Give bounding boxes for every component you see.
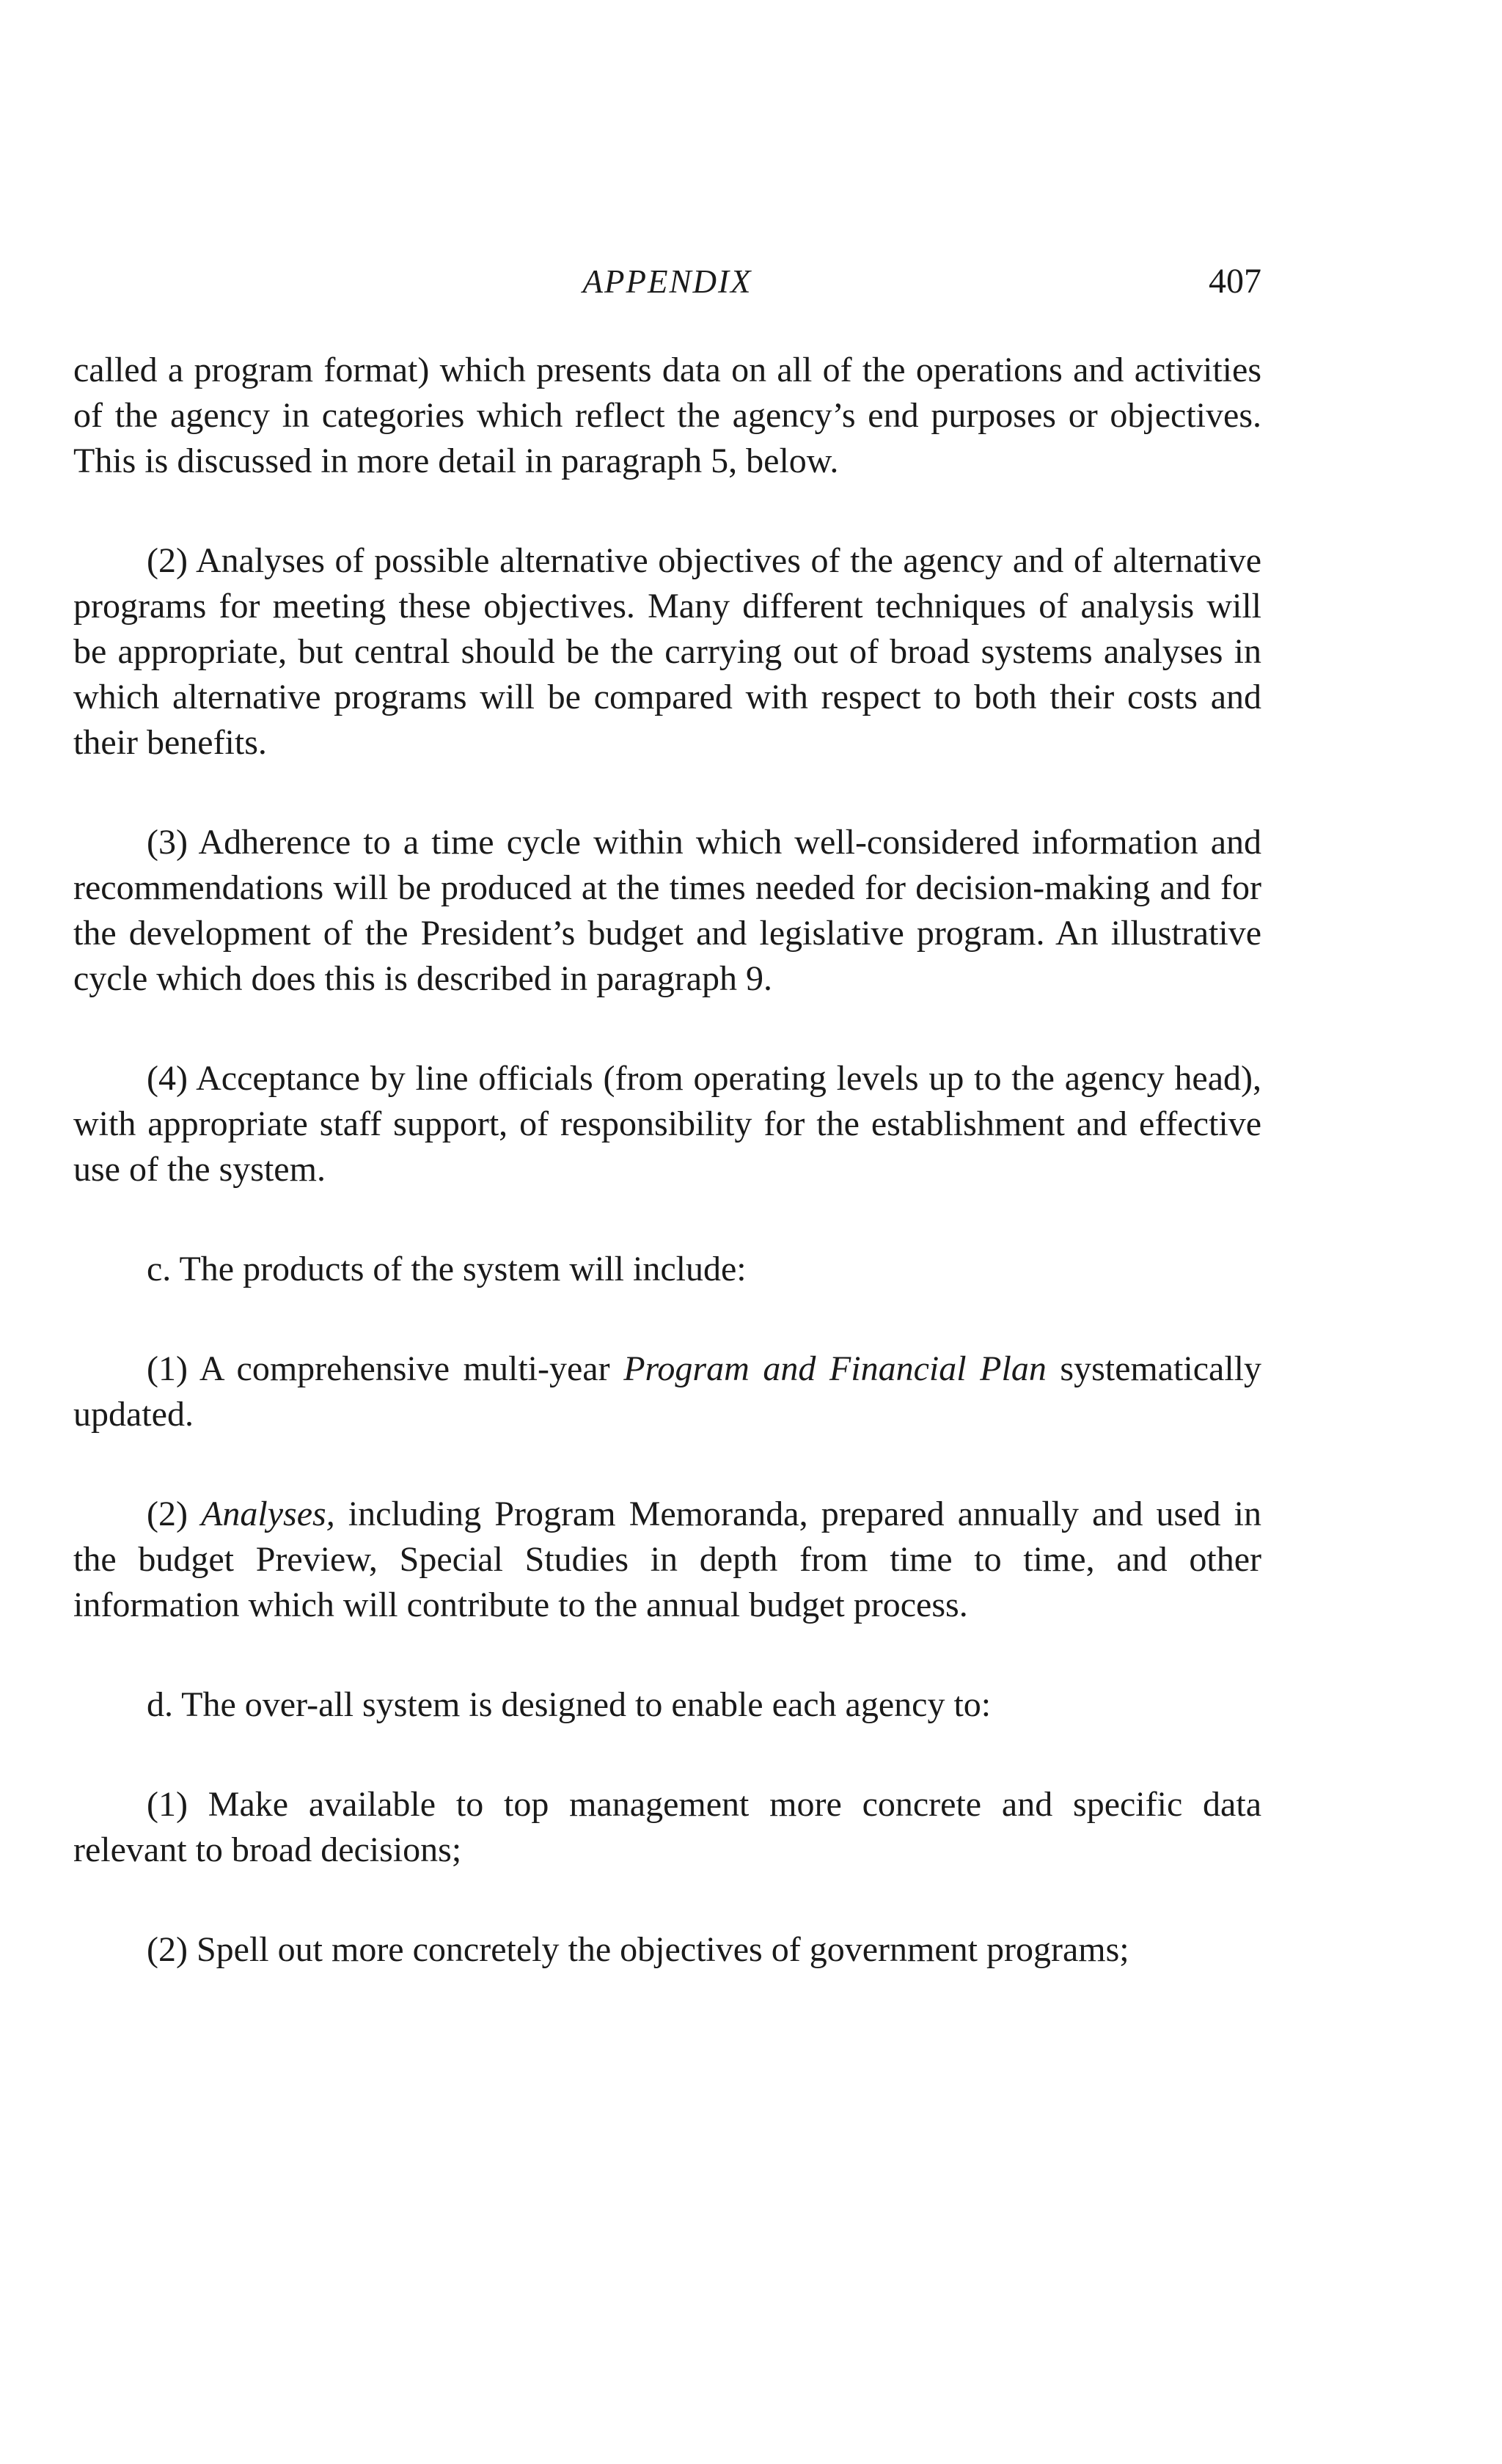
paragraph-continued-program-format: called a program format) which presents data on all of the operations and activities of the agency in categories which reflect the agency’s end purposes or objectives. This is discussed in more detail in paragraph 5, below.: [73, 351, 1261, 480]
financial-plan-title: Program and Financial Plan: [623, 1349, 1047, 1388]
analyses-term: Analyses,: [201, 1495, 335, 1533]
page-number: 407: [1209, 262, 1261, 301]
running-title: APPENDIX: [582, 263, 752, 300]
financial-plan-prefix: (1) A comprehensive multi-year: [147, 1349, 624, 1388]
paragraph-acceptance: (4) Acceptance by line officials (from operating levels up to the agency head), with appropriate staff support, of responsibility for the establishment and effective use of the system.: [73, 1059, 1261, 1189]
running-header: [73, 258, 1261, 309]
paragraph-analyses: (2) Analyses of possible alternative objectives of the agency and of alternative programs for meeting these objectives. Many different techniques of analysis will be appropriate, but central should be the carrying out of broad systems analyses in which alternative programs will be compared with respect to both their costs and their benefits.: [73, 541, 1261, 762]
paragraph-analyses-memoranda: [73, 1492, 1261, 1628]
document-page: [73, 258, 1261, 2027]
paragraph-time-cycle: (3) Adherence to a time cycle within which well-considered information and recommendations will be produced at the times needed for decision-making and for the development of the President’s budget and legislative program. An illustrative cycle which does this is described in paragraph 9.: [73, 823, 1261, 998]
paragraph-products-heading: c. The products of the system will include:: [147, 1250, 747, 1288]
paragraph-overall-system: d. The over-all system is designed to enable each agency to:: [147, 1685, 992, 1724]
paragraph-objectives: (2) Spell out more concretely the objectives of government programs;: [147, 1930, 1129, 1969]
paragraph-top-management: (1) Make available to top management more concrete and specific data relevant to broad decisions;: [73, 1785, 1261, 1869]
financial-plan-suffix: systematically updated.: [73, 1349, 1262, 1434]
analyses-suffix: including Program Memoranda, prepared annually and used in the budget Preview, Special Studies in depth from time to time, and other information which will contribute to the annual budget process.: [73, 1495, 1261, 1624]
paragraph-financial-plan: [73, 1346, 1261, 1437]
analyses-prefix: (2): [147, 1495, 202, 1533]
